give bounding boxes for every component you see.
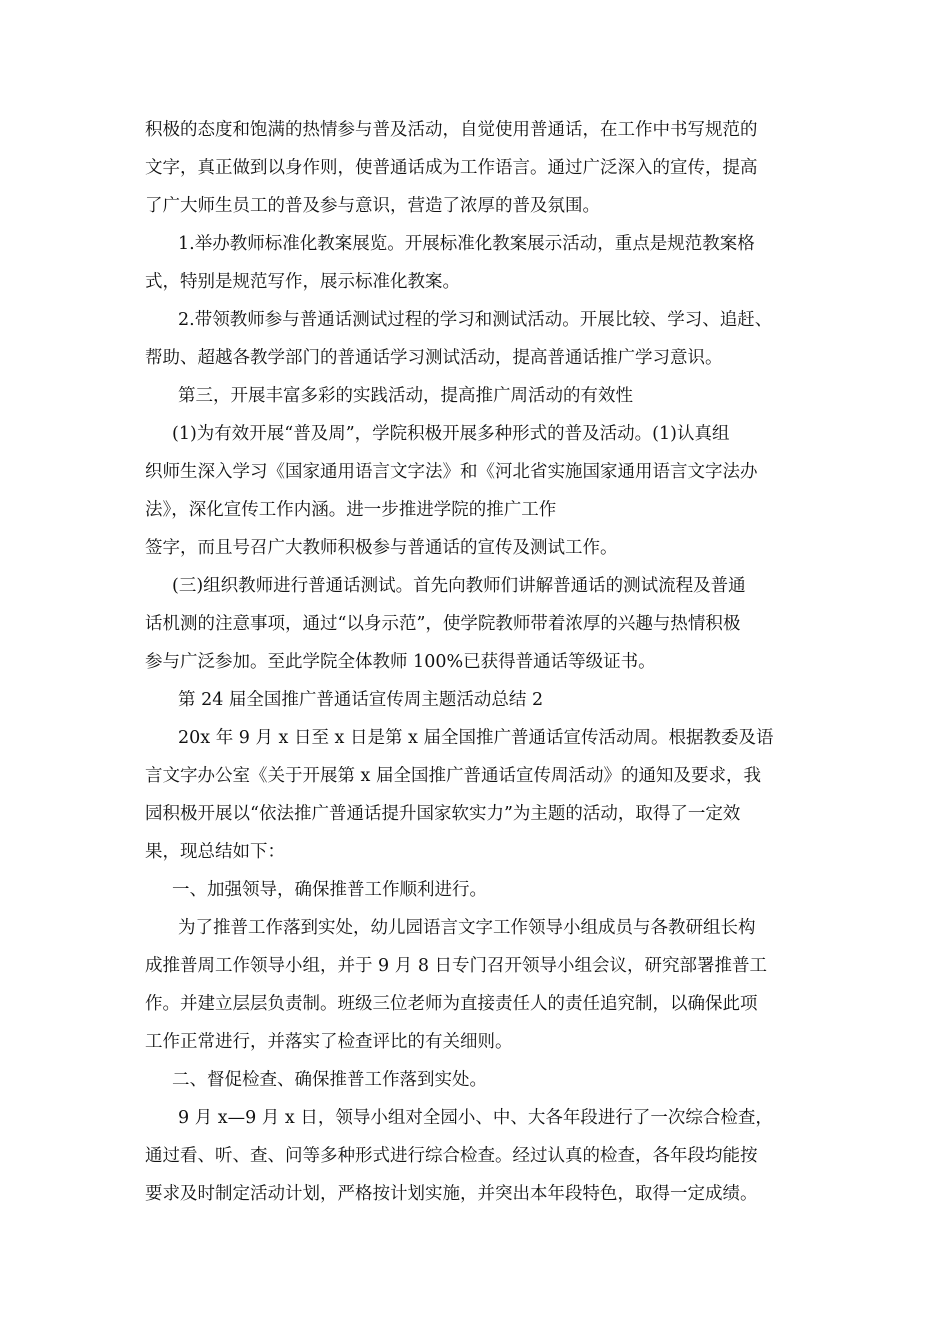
text-line: 了广大师生员工的普及参与意识，营造了浓厚的普及氛围。 — [145, 196, 600, 216]
text-line: 式，特别是规范写作，展示标准化教案。 — [145, 272, 460, 292]
text-line: 第 24 届全国推广普通话宣传周主题活动总结 2 — [178, 690, 544, 710]
text-line: 工作正常进行，并落实了检查评比的有关细则。 — [145, 1032, 513, 1052]
text-line: 成推普周工作领导小组，并于 9 月 8 日专门召开领导小组会议，研究部署推普工 — [145, 956, 768, 976]
text-line: 积极的态度和饱满的热情参与普及活动，自觉使用普通话，在工作中书写规范的 — [145, 120, 758, 140]
text-line: 话机测的注意事项，通过“以身示范”，使学院教师带着浓厚的兴趣与热情积极 — [145, 614, 741, 634]
text-line: 2.带领教师参与普通话测试过程的学习和测试活动。开展比较、学习、追赶、 — [178, 310, 773, 330]
text-line: 果，现总结如下： — [145, 842, 285, 862]
text-line: 言文字办公室《关于开展第 x 届全国推广普通话宣传周活动》的通知及要求，我 — [145, 766, 761, 786]
text-line: 通过看、听、查、问等多种形式进行综合检查。经过认真的检查，各年段均能按 — [145, 1146, 758, 1166]
text-line: 要求及时制定活动计划，严格按计划实施，并突出本年段特色，取得一定成绩。 — [145, 1184, 758, 1204]
text-line: 签字，而且号召广大教师积极参与普通话的宣传及测试工作。 — [145, 538, 618, 558]
text-line: 园积极开展以“依法推广普通话提升国家软实力”为主题的活动，取得了一定效 — [145, 804, 741, 824]
text-line: 一、加强领导，确保推普工作顺利进行。 — [172, 880, 487, 900]
text-line: 法》，深化宣传工作内涵。进一步推进学院的推广工作 — [145, 500, 557, 520]
text-line: 第三，开展丰富多彩的实践活动，提高推广周活动的有效性 — [178, 386, 633, 406]
text-line: 二、督促检查、确保推普工作落到实处。 — [172, 1070, 487, 1090]
text-line: (1)为有效开展“普及周”，学院积极开展多种形式的普及活动。(1)认真组 — [172, 424, 730, 444]
text-line: 为了推普工作落到实处，幼儿园语言文字工作领导小组成员与各教研组长构 — [178, 918, 756, 938]
text-line: 参与广泛参加。至此学院全体教师 100%已获得普通话等级证书。 — [145, 652, 656, 672]
text-line: 9 月 x—9 月 x 日，领导小组对全园小、中、大各年段进行了一次综合检查， — [178, 1108, 773, 1128]
text-line: 织师生深入学习《国家通用语言文字法》和《河北省实施国家通用语言文字法办 — [145, 462, 758, 482]
text-line: 20x 年 9 月 x 日至 x 日是第 x 届全国推广普通话宣传活动周。根据教委及语 — [178, 728, 774, 748]
text-line: 帮助、超越各教学部门的普通话学习测试活动，提高普通话推广学习意识。 — [145, 348, 723, 368]
text-line: 文字，真正做到以身作则，使普通话成为工作语言。通过广泛深入的宣传，提高 — [145, 158, 758, 178]
text-line: 1.举办教师标准化教案展览。开展标准化教案展示活动，重点是规范教案格 — [178, 234, 755, 254]
text-line: 作。并建立层层负责制。班级三位老师为直接责任人的责任追究制，以确保此项 — [145, 994, 758, 1014]
text-line: (三)组织教师进行普通话测试。首先向教师们讲解普通话的测试流程及普通 — [172, 576, 746, 596]
